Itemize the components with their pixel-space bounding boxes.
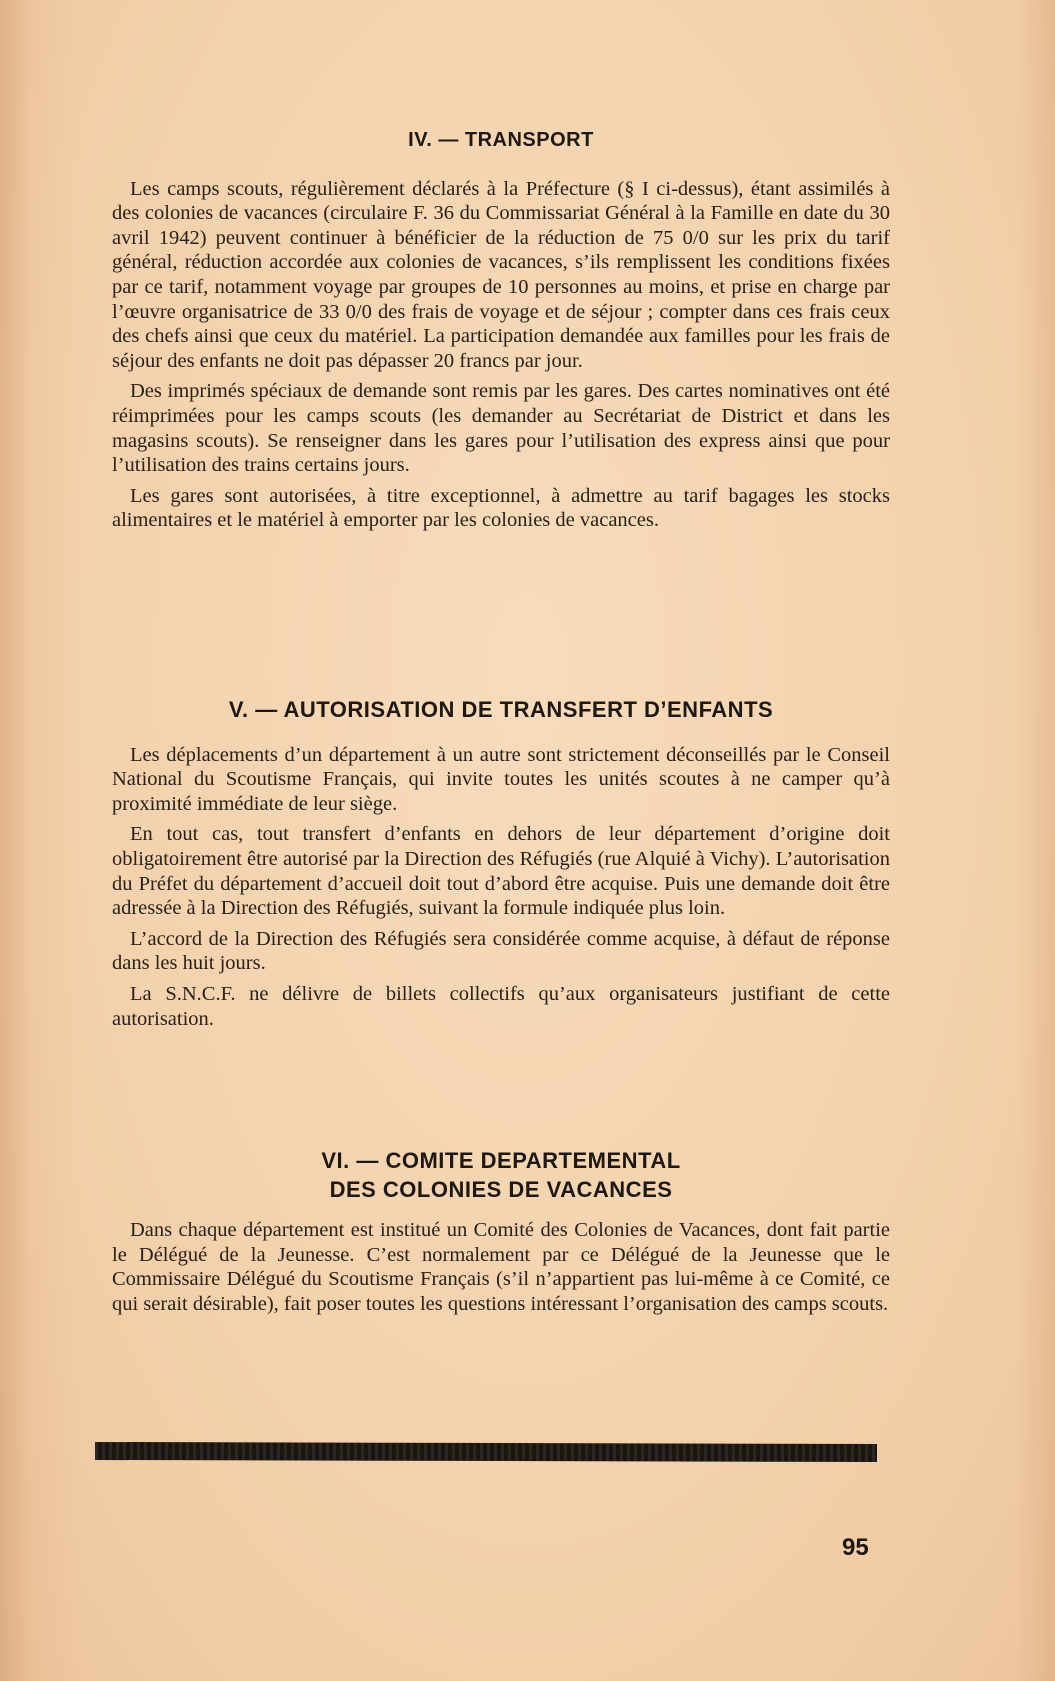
paragraph: Les gares sont autorisées, à titre exceptionnel, à admettre au tarif bagages les stocks alimentaires et le matériel à emporter par les colonies de vacances. [112, 484, 890, 532]
section-heading-line: DES COLONIES DE VACANCES [329, 1177, 673, 1202]
paragraph: Les camps scouts, régulièrement déclarés à la Préfecture (§ I ci-dessus), étant assimilés à des colonies de vacances (circulaire F. 36 du Commissariat Général à la Famille en date du 30 avril 1942) peuvent continuer à bénéficier de la réduction de 75 0/0 sur les prix du tarif général, réduction accordée aux colonies de vacances, s’ils remplissent les conditions fixées par ce tarif, notamment voyage par groupes de 10 personnes au moins, et prise en charge par l’œuvre organisatrice de 33 0/0 des frais de voyage et de séjour ; compter dans ces frais ceux des chefs ainsi que ceux du matériel. La participation demandée aux familles pour les frais de séjour des enfants ne doit pas dépasser 20 francs par jour. [112, 177, 890, 372]
section-heading: V. — AUTORISATION DE TRANSFERT D’ENFANTS [228, 697, 774, 722]
section-heading-line: VI. — COMITE DEPARTEMENTAL [321, 1148, 681, 1173]
paragraph: Des imprimés spéciaux de demande sont remis par les gares. Des cartes nominatives ont été réimprimées pour les camps scouts (les demander au Secrétariat de District et dans les magasins scouts). Se renseigner dans les gares pour l’utilisation des express ainsi que pour l’utilisation des trains certains jours. [112, 380, 890, 477]
paragraph: La S.N.C.F. ne délivre de billets collectifs qu’aux organisateurs justifiant de cette autorisation. [112, 982, 890, 1030]
section-heading: IV. — TRANSPORT [408, 129, 594, 151]
page-number: 95 [842, 1534, 869, 1561]
section-autorisation-transfert [112, 698, 890, 1037]
paragraph: En tout cas, tout transfert d’enfants en dehors de leur département d’origine doit obligatoirement être autorisé par la Direction des Réfugiés (rue Alquié à Vichy). L’autorisation du Préfet du département d’accueil doit tout d’abord être acquise. Puis une demande doit être adressée à la Direction des Réfugiés, suivant la formule indiquée plus loin. [112, 823, 890, 920]
paragraph: Dans chaque département est institué un Comité des Colonies de Vacances, dont fait partie le Délégué de la Jeunesse. C’est normalement par ce Délégué de la Jeunesse que le Commissaire Délégué du Scoutisme Français (s’il n’appartient pas lui-même à ce Comité, ce qui serait désirable), fait poser toutes les questions intéressant l’organisation des camps scouts. [112, 1219, 890, 1315]
section-heading [112, 1146, 890, 1204]
paragraph: Les déplacements d’un département à un autre sont strictement déconseillés par le Conseil National du Scoutisme Français, qui invite toutes les unités scoutes à ne camper qu’à proximité immédiate de leur siège. [112, 743, 890, 815]
section-comite-departemental [112, 1146, 890, 1322]
horizontal-rule-divider [95, 1442, 877, 1462]
section-transport [112, 128, 890, 539]
paragraph: L’accord de la Direction des Réfugiés sera considérée comme acquise, à défaut de réponse dans les huit jours. [112, 927, 890, 975]
